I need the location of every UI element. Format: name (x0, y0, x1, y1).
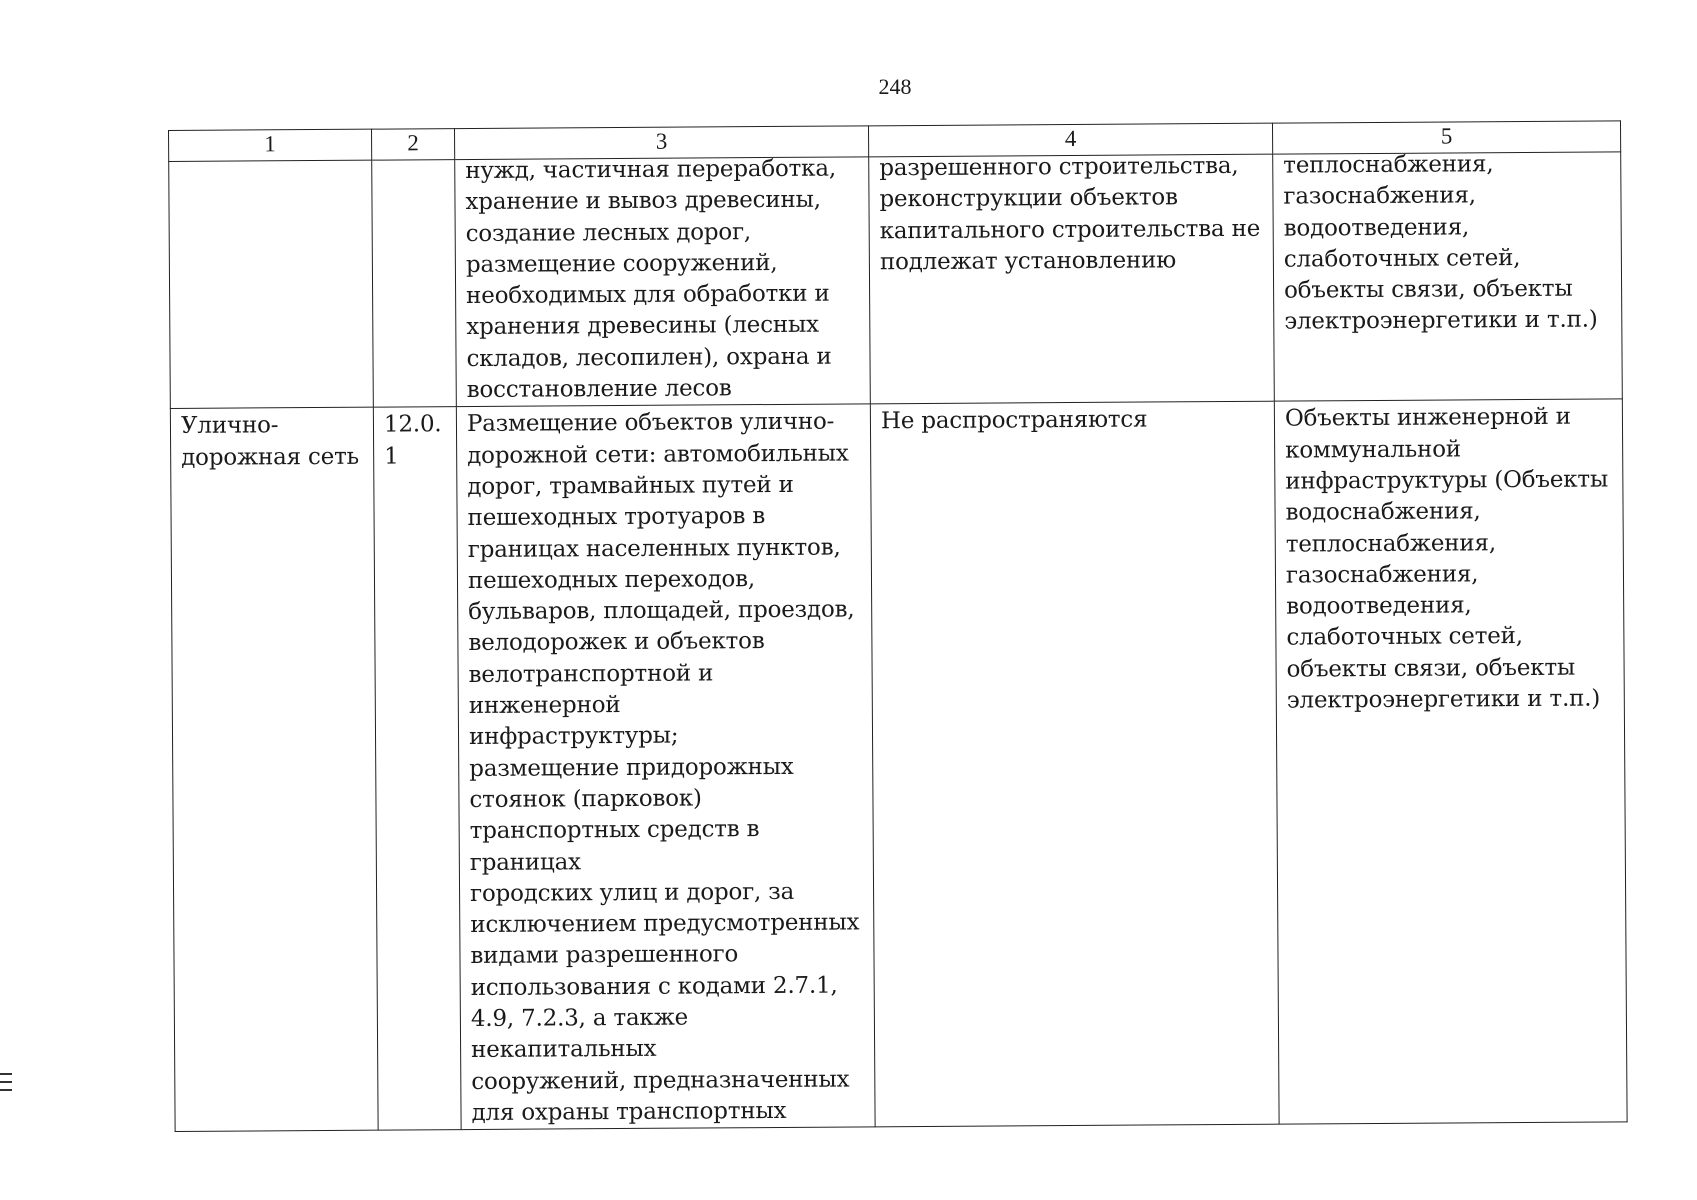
cell-construction-limits (869, 154, 1275, 404)
margin-tick-mark (0, 1073, 12, 1075)
margin-tick-mark (0, 1081, 12, 1083)
table-row (169, 152, 1623, 409)
ancillary-uses-text: теплоснабжения, газоснабжения, водоотведения, слаботочных сетей, объекты связи, объекты электроэнергетики и т.п.) (1283, 151, 1598, 336)
cell-use-description (455, 157, 871, 407)
column-header-2: 2 (371, 129, 454, 161)
column-header-5: 5 (1272, 121, 1620, 154)
use-description-text: нужд, частичная переработка, хранение и вывоз древесины, создание лесных дорог, размещение сооружений, необходимых для обработки и хранения древесины (лесных складов, лесопилен), охрана и восстановление лесов (465, 155, 837, 404)
column-header-4: 4 (868, 123, 1272, 157)
cell-use-name (169, 160, 374, 409)
cell-ancillary-uses (1273, 152, 1623, 402)
column-header-3: 3 (454, 126, 868, 160)
construction-limits-text: разрешенного строительства, реконструкции объектов капитального строительства не подлежат установлению (879, 152, 1261, 276)
column-header-1: 1 (169, 129, 372, 161)
cell-use-code (372, 160, 457, 408)
zoning-table (168, 120, 1628, 1132)
cell-use-description (456, 404, 875, 1130)
cell-ancillary-uses (1274, 399, 1627, 1124)
page-number: 248 (878, 74, 912, 99)
use-code-text: 12.0. 1 (383, 411, 442, 470)
use-name-text: Улично- дорожная сеть (180, 412, 360, 471)
cell-construction-limits (870, 402, 1279, 1127)
construction-limits-text: Не распространяются (880, 406, 1148, 435)
table-row (170, 399, 1627, 1131)
cell-use-code (373, 407, 461, 1130)
cell-use-name (170, 408, 378, 1132)
ancillary-uses-text: Объекты инженерной и коммунальной инфраструктуры (Объекты водоснабжения, теплоснабжения, газоснабжения, водоотведения, слаботочных сетей, объекты связи, объекты электроэнергетики и т.п.) (1284, 404, 1609, 714)
use-description-text: Размещение объектов улично- дорожной сети: автомобильных дорог, трамвайных путей и пешеходных тротуаров в границах населенных пунктов, пешеходных переходов, бульваров, площадей, проездов, велодорожек и объектов велотранспортной и инженерной инфраструктуры; размещение придорожных стоянок (парковок) транспортных средств в границах городских улиц и дорог, за исключением предусмотренных видами разрешенного использования с кодами 2.7.1, 4.9, 7.2.3, а также некапитальных сооружений, предназначенных для охраны транспортных (466, 408, 860, 1126)
margin-tick-mark (0, 1089, 12, 1091)
